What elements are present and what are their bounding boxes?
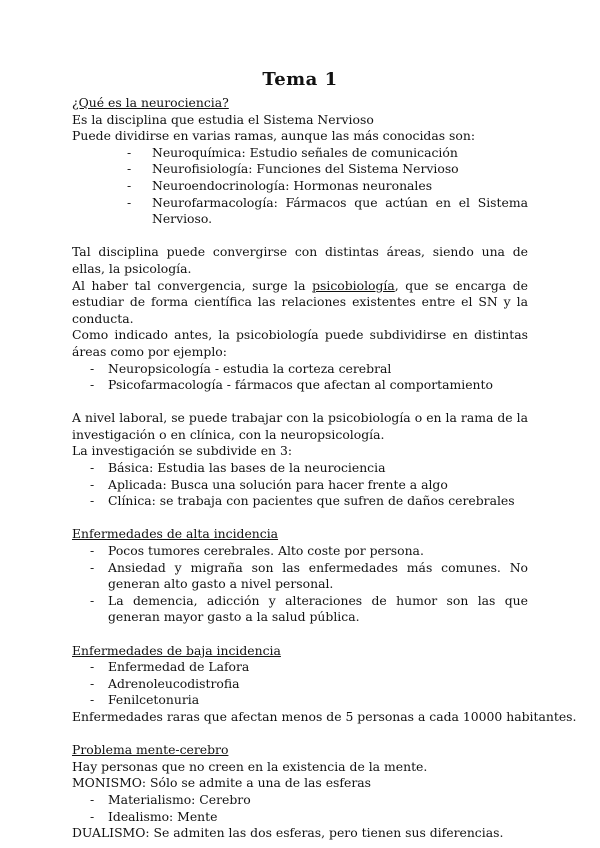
list-item: - Psicofarmacología - fármacos que afectan al comportamiento — [90, 377, 493, 393]
list-item: - Adrenoleucodistrofia — [90, 675, 240, 691]
dash-bullet: - — [127, 177, 132, 193]
dash-bullet: - — [90, 360, 95, 376]
list-item: - Básica: Estudia las bases de la neurociencia — [90, 460, 386, 476]
convergence-paragraph-2: Al haber tal convergencia, surge la psicobiología, que se encarga de estudiar de forma científica las relaciones existentes entre el SN y la conducta. — [72, 277, 528, 326]
heading-mente-cerebro: Problema mente-cerebro — [72, 742, 229, 758]
document-page — [72, 68, 577, 842]
list-item: - La demencia, adicción y alteraciones de humor son las que generan mayor gasto a la salud pública. — [90, 592, 528, 625]
convergence-paragraph-1: Tal disciplina puede convergirse con distintas áreas, siendo una de ellas, la psicología. — [72, 244, 528, 276]
dash-bullet: - — [127, 161, 132, 177]
list-item: - Ansiedad y migraña son las enfermedades más comunes. No generan alto gasto a nivel personal. — [90, 559, 528, 592]
list-item: - Neurofarmacología: Fármacos que actúan en el Sistema Nervioso. — [127, 194, 528, 227]
list-item: - Neuropsicología - estudia la corteza cerebral — [90, 360, 392, 376]
heading-neurociencia: ¿Qué es la neurociencia? — [72, 95, 229, 110]
list-item: - Fenilcetonuria — [90, 692, 200, 708]
dash-bullet: - — [90, 493, 95, 509]
intro-paragraph-1: Es la disciplina que estudia el Sistema Nervioso — [72, 111, 374, 127]
heading-baja-incidencia: Enfermedades de baja incidencia — [72, 642, 281, 658]
heading-alta-incidencia: Enfermedades de alta incidencia — [72, 526, 279, 542]
list-item: - Materialismo: Cerebro — [90, 791, 251, 807]
dash-bullet: - — [90, 460, 95, 476]
list-item: - Neuroquímica: Estudio señales de comunicación — [127, 144, 458, 160]
convergence-paragraph-3: Como indicado antes, la psicobiología puede subdividirse en distintas áreas como por ejemplo: — [72, 327, 528, 359]
list-item: - Idealismo: Mente — [90, 808, 218, 824]
psicobiologia-link[interactable]: psicobiología — [312, 277, 395, 293]
research-types-list — [72, 460, 528, 510]
dash-bullet: - — [90, 592, 95, 608]
dash-bullet: - — [90, 808, 95, 824]
work-paragraph-1: A nivel laboral, se puede trabajar con la psicobiología o en la rama de la investigación o en clínica, con la neuropsicología. — [72, 410, 528, 442]
list-item: - Enfermedad de Lafora — [90, 659, 250, 675]
high-incidence-list — [72, 543, 528, 626]
dash-bullet: - — [90, 559, 95, 575]
dash-bullet: - — [90, 543, 95, 559]
dash-bullet: - — [90, 791, 95, 807]
dash-bullet: - — [127, 194, 132, 210]
list-item: - Neuroendocrinología: Hormonas neuronales — [127, 177, 433, 193]
dash-bullet: - — [127, 144, 132, 160]
mind-paragraph-1: Hay personas que no creen en la existencia de la mente. — [72, 758, 428, 774]
intro-paragraph-2: Puede dividirse en varias ramas, aunque las más conocidas son: — [72, 128, 475, 144]
dash-bullet: - — [90, 692, 95, 708]
monism-line: MONISMO: Sólo se admite a una de las esferas — [72, 775, 371, 791]
work-paragraph-2: La investigación se subdivide en 3: — [72, 443, 293, 459]
monism-types-list — [72, 792, 528, 825]
dash-bullet: - — [90, 675, 95, 691]
dash-bullet: - — [90, 476, 95, 492]
list-item: - Pocos tumores cerebrales. Alto coste por persona. — [90, 543, 424, 559]
list-item: - Neurofisiología: Funciones del Sistema Nervioso — [127, 161, 459, 177]
dualism-line: DUALISMO: Se admiten las dos esferas, pero tienen sus diferencias. — [72, 825, 504, 841]
document-title: Tema 1 — [262, 69, 338, 90]
low-incidence-list — [72, 659, 528, 709]
list-item: - Clínica: se trabaja con pacientes que sufren de daños cerebrales — [90, 493, 515, 509]
rare-diseases-note: Enfermedades raras que afectan menos de 5 personas a cada 10000 habitantes. — [72, 708, 577, 724]
dash-bullet: - — [90, 659, 95, 675]
areas-list — [72, 361, 528, 394]
list-item: - Aplicada: Busca una solución para hacer frente a algo — [90, 476, 448, 492]
branches-list — [72, 145, 528, 228]
dash-bullet: - — [90, 377, 95, 393]
